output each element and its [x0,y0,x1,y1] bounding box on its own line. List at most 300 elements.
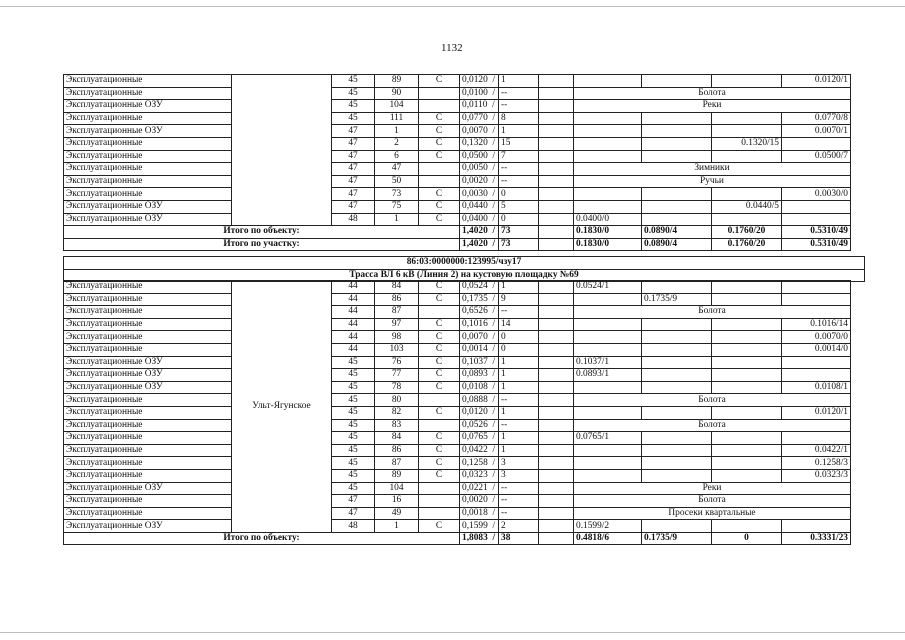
cell-volume-4 [782,293,851,306]
cell-purpose: Эксплуатационные [64,394,232,407]
cell-area: 0,0108 / [460,381,499,394]
cell-volume-4: 0.0120/1 [782,75,851,88]
cell-quarter: 45 [332,87,375,100]
cell-area: 0,0020 / [460,495,499,508]
cell-purpose: Эксплуатационные ОЗУ [64,520,232,533]
cell-volume-3 [712,356,782,369]
cell-blank [539,432,574,445]
cell-volume-1 [574,150,642,163]
cell-blank [539,495,574,508]
cell-volume-1 [574,343,642,356]
cell-volume-2: 0.1735/9 [642,293,712,306]
cell-blank [539,381,574,394]
table-row [64,343,851,356]
cell-purpose: Эксплуатационные [64,306,232,319]
total-count: 73 [499,226,539,239]
cell-volume-4: 0.0323/3 [782,469,851,482]
total-label: Итого по объекту: [64,532,460,545]
cell-purpose: Эксплуатационные ОЗУ [64,482,232,495]
cell-volume-3 [712,381,782,394]
cell-volume-2 [642,432,712,445]
cell-purpose: Эксплуатационные [64,75,232,88]
cell-vydel: 84 [375,432,419,445]
total-area: 1,4020 / [460,238,499,251]
cell-quarter: 45 [332,469,375,482]
cell-blank [539,213,574,226]
cell-category: С [419,125,460,138]
cell-area: 0,1258 / [460,457,499,470]
cell-category: С [419,343,460,356]
cell-purpose: Эксплуатационные ОЗУ [64,381,232,394]
cell-purpose: Эксплуатационные [64,495,232,508]
cell-blank [539,100,574,113]
cell-blank [539,281,574,294]
cell-volume-1 [574,381,642,394]
cell-volume-1 [574,112,642,125]
table-row [64,419,851,432]
cell-count: 1 [499,406,539,419]
cell-category: С [419,200,460,213]
cell-area: 0,0100 / [460,87,499,100]
cell-count: -- [499,306,539,319]
cell-volume-2 [642,457,712,470]
cell-category: С [419,293,460,306]
cell-blank [539,419,574,432]
cell-vydel: 78 [375,381,419,394]
cell-purpose: Эксплуатационные [64,432,232,445]
cell-volume-2 [642,369,712,382]
table-row [64,381,851,394]
cell-vydel: 90 [375,87,419,100]
cell-count: 3 [499,457,539,470]
cell-category: С [419,457,460,470]
cell-volume-4 [782,356,851,369]
cell-land-type: Реки [574,100,851,113]
cell-vydel: 104 [375,100,419,113]
cell-count: -- [499,482,539,495]
cell-blank [539,444,574,457]
cell-category: С [419,520,460,533]
total-label: Итого по участку: [64,238,460,251]
cell-quarter: 45 [332,444,375,457]
cell-vydel: 80 [375,394,419,407]
cell-volume-3 [712,281,782,294]
cell-category: С [419,137,460,150]
cell-district [232,75,332,226]
cell-category: С [419,406,460,419]
cell-vydel: 1 [375,125,419,138]
cell-count: -- [499,163,539,176]
cell-area: 0,1037 / [460,356,499,369]
cell-count: 1 [499,75,539,88]
cell-count: 1 [499,381,539,394]
total-volume-3: 0.1760/20 [712,238,782,251]
cell-volume-4 [782,432,851,445]
cell-volume-3 [712,432,782,445]
total-volume-4: 0.5310/49 [782,226,851,239]
cell-purpose: Эксплуатационные [64,137,232,150]
cell-count: 1 [499,444,539,457]
cell-volume-2 [642,75,712,88]
cell-volume-3 [712,369,782,382]
cell-volume-2 [642,281,712,294]
cell-area: 0,1599 / [460,520,499,533]
total-volume-2: 0.1735/9 [642,532,712,545]
cell-quarter: 44 [332,306,375,319]
cell-quarter: 44 [332,343,375,356]
cell-category: С [419,188,460,201]
cell-quarter: 45 [332,482,375,495]
cell-quarter: 45 [332,394,375,407]
table-row [64,100,851,113]
cell-volume-3 [712,188,782,201]
cell-land-type: Болота [574,495,851,508]
cell-volume-4 [782,200,851,213]
route-title: Трасса ВЛ 6 кВ (Линия 2) на кустовую площадку №69 [64,269,865,282]
cell-blank [539,306,574,319]
cell-purpose: Эксплуатационные ОЗУ [64,356,232,369]
cell-volume-2 [642,343,712,356]
cell-volume-4: 0.0120/1 [782,406,851,419]
cell-volume-1 [574,406,642,419]
total-row [64,238,851,251]
cell-volume-4: 0.0070/1 [782,125,851,138]
cell-category: С [419,381,460,394]
total-volume-4: 0.5310/49 [782,238,851,251]
cell-volume-3 [712,293,782,306]
cell-purpose: Эксплуатационные [64,175,232,188]
cell-land-type: Болота [574,306,851,319]
cell-category: С [419,213,460,226]
cell-blank [539,226,574,239]
total-row [64,532,851,545]
cell-volume-1 [574,188,642,201]
cell-volume-4: 0.1258/3 [782,457,851,470]
cell-vydel: 1 [375,520,419,533]
cell-category: С [419,444,460,457]
cell-count: 1 [499,281,539,294]
cell-count: 0 [499,213,539,226]
cell-volume-3 [712,469,782,482]
table-row [64,188,851,201]
cell-volume-2 [642,469,712,482]
cell-category [419,163,460,176]
cell-blank [539,469,574,482]
cell-volume-1 [574,200,642,213]
cell-quarter: 47 [332,495,375,508]
cell-area: 0,0030 / [460,188,499,201]
cell-blank [539,200,574,213]
cell-blank [539,293,574,306]
cell-count: -- [499,87,539,100]
table-1-body [64,75,851,251]
table-row [64,432,851,445]
table-row [64,200,851,213]
table-row [64,406,851,419]
cell-count: 5 [499,200,539,213]
total-volume-1: 0.4818/6 [574,532,642,545]
cell-vydel: 77 [375,369,419,382]
table-row [64,137,851,150]
table-2-body [64,281,851,545]
cell-quarter: 45 [332,75,375,88]
cell-purpose: Эксплуатационные [64,87,232,100]
cell-volume-2 [642,200,712,213]
cell-volume-2 [642,125,712,138]
cell-purpose: Эксплуатационные [64,469,232,482]
total-count: 38 [499,532,539,545]
cell-volume-1: 0.0400/0 [574,213,642,226]
cell-count: 0 [499,343,539,356]
cell-volume-3 [712,112,782,125]
table-row [64,163,851,176]
cell-volume-3 [712,343,782,356]
total-volume-2: 0.0890/4 [642,238,712,251]
cell-purpose: Эксплуатационные ОЗУ [64,213,232,226]
table-row [64,469,851,482]
table-row [64,444,851,457]
cell-land-type: Болота [574,394,851,407]
cell-volume-4: 0.0108/1 [782,381,851,394]
total-volume-1: 0.1830/0 [574,226,642,239]
cell-volume-4 [782,213,851,226]
cell-volume-1: 0.0893/1 [574,369,642,382]
cell-count: 7 [499,150,539,163]
cell-blank [539,125,574,138]
cell-vydel: 16 [375,495,419,508]
cell-volume-1: 0.0524/1 [574,281,642,294]
cell-area: 0,0020 / [460,175,499,188]
cell-purpose: Эксплуатационные [64,150,232,163]
table-row [64,293,851,306]
cell-volume-1 [574,457,642,470]
cell-district: Ульт-Ягунское [232,281,332,533]
cell-volume-1 [574,469,642,482]
cell-quarter: 47 [332,175,375,188]
table-banner [63,256,865,282]
cell-vydel: 103 [375,343,419,356]
cell-count: -- [499,495,539,508]
cell-blank [539,394,574,407]
table-row [64,125,851,138]
table-row [64,281,851,294]
cell-count: 1 [499,356,539,369]
total-volume-3: 0.1760/20 [712,226,782,239]
cell-volume-3 [712,75,782,88]
cell-vydel: 49 [375,507,419,520]
cell-vydel: 76 [375,356,419,369]
cell-volume-2 [642,150,712,163]
cell-volume-2 [642,188,712,201]
cell-vydel: 2 [375,137,419,150]
cell-blank [539,482,574,495]
table-row [64,87,851,100]
total-label: Итого по объекту: [64,226,460,239]
table-row [64,482,851,495]
cell-vydel: 111 [375,112,419,125]
cell-category: С [419,112,460,125]
cell-volume-4: 0.0770/8 [782,112,851,125]
table-row [64,175,851,188]
table-row [64,213,851,226]
cell-volume-3 [712,150,782,163]
cell-category: С [419,331,460,344]
cell-category [419,100,460,113]
cell-area: 0,0014 / [460,343,499,356]
cell-volume-1 [574,293,642,306]
cell-count: 1 [499,125,539,138]
cell-vydel: 104 [375,482,419,495]
cell-vydel: 98 [375,331,419,344]
cell-quarter: 47 [332,125,375,138]
cell-quarter: 44 [332,331,375,344]
cell-volume-4: 0.0030/0 [782,188,851,201]
cell-area: 0,0765 / [460,432,499,445]
cell-purpose: Эксплуатационные [64,343,232,356]
cell-volume-3: 0.1320/15 [712,137,782,150]
cell-count: -- [499,419,539,432]
table-row [64,112,851,125]
cell-category: С [419,356,460,369]
total-volume-3: 0 [712,532,782,545]
cell-vydel: 84 [375,281,419,294]
cell-blank [539,112,574,125]
cell-volume-1: 0.0765/1 [574,432,642,445]
cell-area: 0,0422 / [460,444,499,457]
cell-purpose: Эксплуатационные ОЗУ [64,125,232,138]
cell-blank [539,343,574,356]
cell-purpose: Эксплуатационные [64,444,232,457]
cell-vydel: 75 [375,200,419,213]
cell-quarter: 45 [332,419,375,432]
cell-volume-2 [642,356,712,369]
cell-category [419,495,460,508]
cell-area: 0,0070 / [460,125,499,138]
cell-volume-3: 0.0440/5 [712,200,782,213]
cell-blank [539,75,574,88]
cell-vydel: 6 [375,150,419,163]
cell-quarter: 48 [332,520,375,533]
cell-quarter: 44 [332,293,375,306]
cell-category [419,482,460,495]
cell-blank [539,87,574,100]
cell-area: 0,0400 / [460,213,499,226]
cell-area: 0,0120 / [460,75,499,88]
table-row [64,520,851,533]
cell-volume-4 [782,137,851,150]
cell-volume-4 [782,520,851,533]
cell-purpose: Эксплуатационные [64,188,232,201]
cell-area: 0,0050 / [460,163,499,176]
cell-vydel: 87 [375,457,419,470]
cell-area: 0,0110 / [460,100,499,113]
cell-volume-2 [642,331,712,344]
cell-volume-2 [642,520,712,533]
cell-quarter: 45 [332,100,375,113]
cell-category [419,394,460,407]
cell-blank [539,369,574,382]
cell-count: -- [499,394,539,407]
cell-volume-1 [574,137,642,150]
cell-area: 0,0120 / [460,406,499,419]
table-allotment-2 [63,280,851,545]
cell-volume-2 [642,381,712,394]
cell-vydel: 82 [375,406,419,419]
cell-count: 9 [499,293,539,306]
cell-vydel: 50 [375,175,419,188]
cell-count: 0 [499,188,539,201]
cell-area: 0,1735 / [460,293,499,306]
cell-vydel: 86 [375,293,419,306]
cell-area: 0,0070 / [460,331,499,344]
table-row [64,495,851,508]
cell-volume-3 [712,444,782,457]
cell-volume-3 [712,406,782,419]
cell-quarter: 47 [332,163,375,176]
cell-purpose: Эксплуатационные [64,406,232,419]
cell-quarter: 45 [332,432,375,445]
table-row [64,369,851,382]
cell-area: 0,0770 / [460,112,499,125]
cell-area: 0,1016 / [460,318,499,331]
cell-count: 3 [499,469,539,482]
total-volume-1: 0.1830/0 [574,238,642,251]
total-area: 1,8083 / [460,532,499,545]
cell-area: 0,0440 / [460,200,499,213]
cell-blank [539,175,574,188]
cell-purpose: Эксплуатационные [64,163,232,176]
cell-count: 0 [499,331,539,344]
cell-category: С [419,432,460,445]
cell-vydel: 86 [375,444,419,457]
cell-category: С [419,75,460,88]
cell-volume-1 [574,75,642,88]
table-allotment-1 [63,74,851,251]
cell-quarter: 45 [332,381,375,394]
table-row [64,306,851,319]
cell-quarter: 47 [332,150,375,163]
cell-land-type: Просеки квартальные [574,507,851,520]
cell-quarter: 45 [332,369,375,382]
cell-blank [539,356,574,369]
cell-blank [539,520,574,533]
cell-area: 0,0888 / [460,394,499,407]
table-row [64,507,851,520]
cell-area: 0,0323 / [460,469,499,482]
cell-category: С [419,150,460,163]
cell-count: 8 [499,112,539,125]
cell-volume-4: 0.0422/1 [782,444,851,457]
table-row [64,150,851,163]
cell-vydel: 89 [375,75,419,88]
cell-count: 14 [499,318,539,331]
cell-volume-4 [782,281,851,294]
cell-purpose: Эксплуатационные ОЗУ [64,100,232,113]
total-volume-2: 0.0890/4 [642,226,712,239]
cell-volume-3 [712,520,782,533]
cell-purpose: Эксплуатационные [64,419,232,432]
table-row [64,356,851,369]
cell-purpose: Эксплуатационные [64,331,232,344]
cell-volume-1 [574,125,642,138]
cell-area: 0,0500 / [460,150,499,163]
cell-quarter: 44 [332,281,375,294]
cell-area: 0,0524 / [460,281,499,294]
cell-volume-3 [712,318,782,331]
table-row [64,75,851,88]
cell-blank [539,457,574,470]
cell-quarter: 47 [332,200,375,213]
